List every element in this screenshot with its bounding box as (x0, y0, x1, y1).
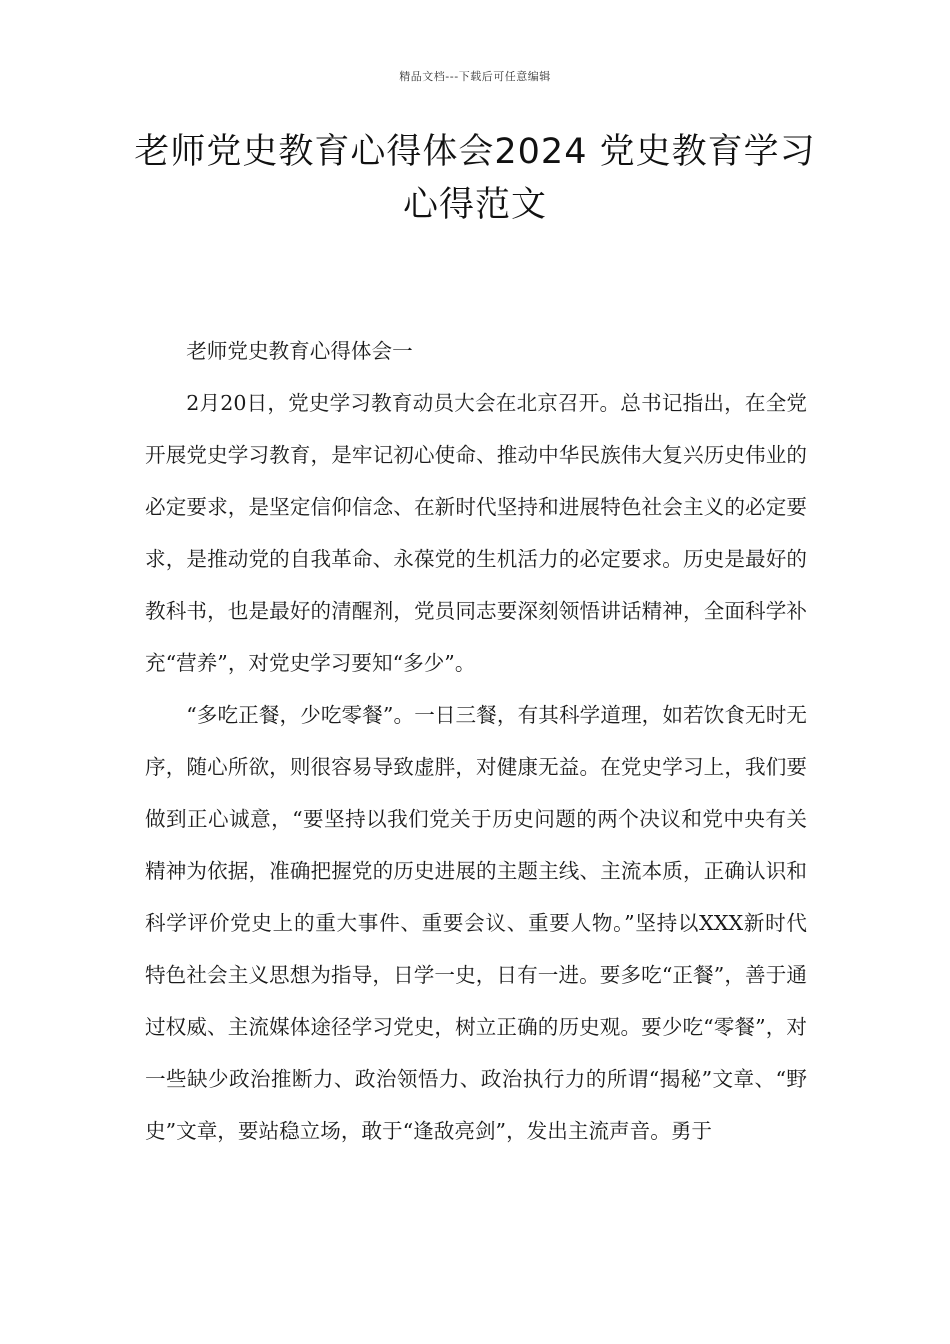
body-paragraph: 2月20日，党史学习教育动员大会在北京召开。总书记指出，在全党开展党史学习教育，是牢记初心使命、推动中华民族伟大复兴历史伟业的必定要求，是坚定信仰信念、在新时代坚持和进展特色社会主义的必定要求，是推动党的自我革命、永葆党的生机活力的必定要求。历史是最好的教科书，也是最好的清醒剂，党员同志要深刻领悟讲话精神，全面科学补充“营养”，对党史学习要知“多少”。 (145, 391, 807, 675)
document-title: 老师党史教育心得体会2024 党史教育学习心得范文 (134, 132, 816, 225)
section-heading: 老师党史教育心得体会一 (186, 339, 413, 363)
body-paragraph: “多吃正餐，少吃零餐”。一日三餐，有其科学道理，如若饮食无时无序，随心所欲，则很容易导致虚胖，对健康无益。在党史学习上，我们要做到正心诚意，“要坚持以我们党关于历史问题的两个决议和党中央有关精神为依据，准确把握党的历史进展的主题主线、主流本质，正确认识和科学评价党史上的重大事件、重要会议、重要人物。”坚持以XXX新时代特色社会主义思想为指导，日学一史，日有一进。要多吃“正餐”，善于通过权威、主流媒体途径学习党史，树立正确的历史观。要少吃“零餐”，对一些缺少政治推断力、政治领悟力、政治执行力的所谓“揭秘”文章、“野史”文章，要站稳立场，敢于“逢敌亮剑”，发出主流声音。勇于 (145, 703, 807, 1143)
document-body (145, 325, 807, 1157)
header-watermark: 精品文档---下载后可任意编辑 (399, 70, 551, 83)
